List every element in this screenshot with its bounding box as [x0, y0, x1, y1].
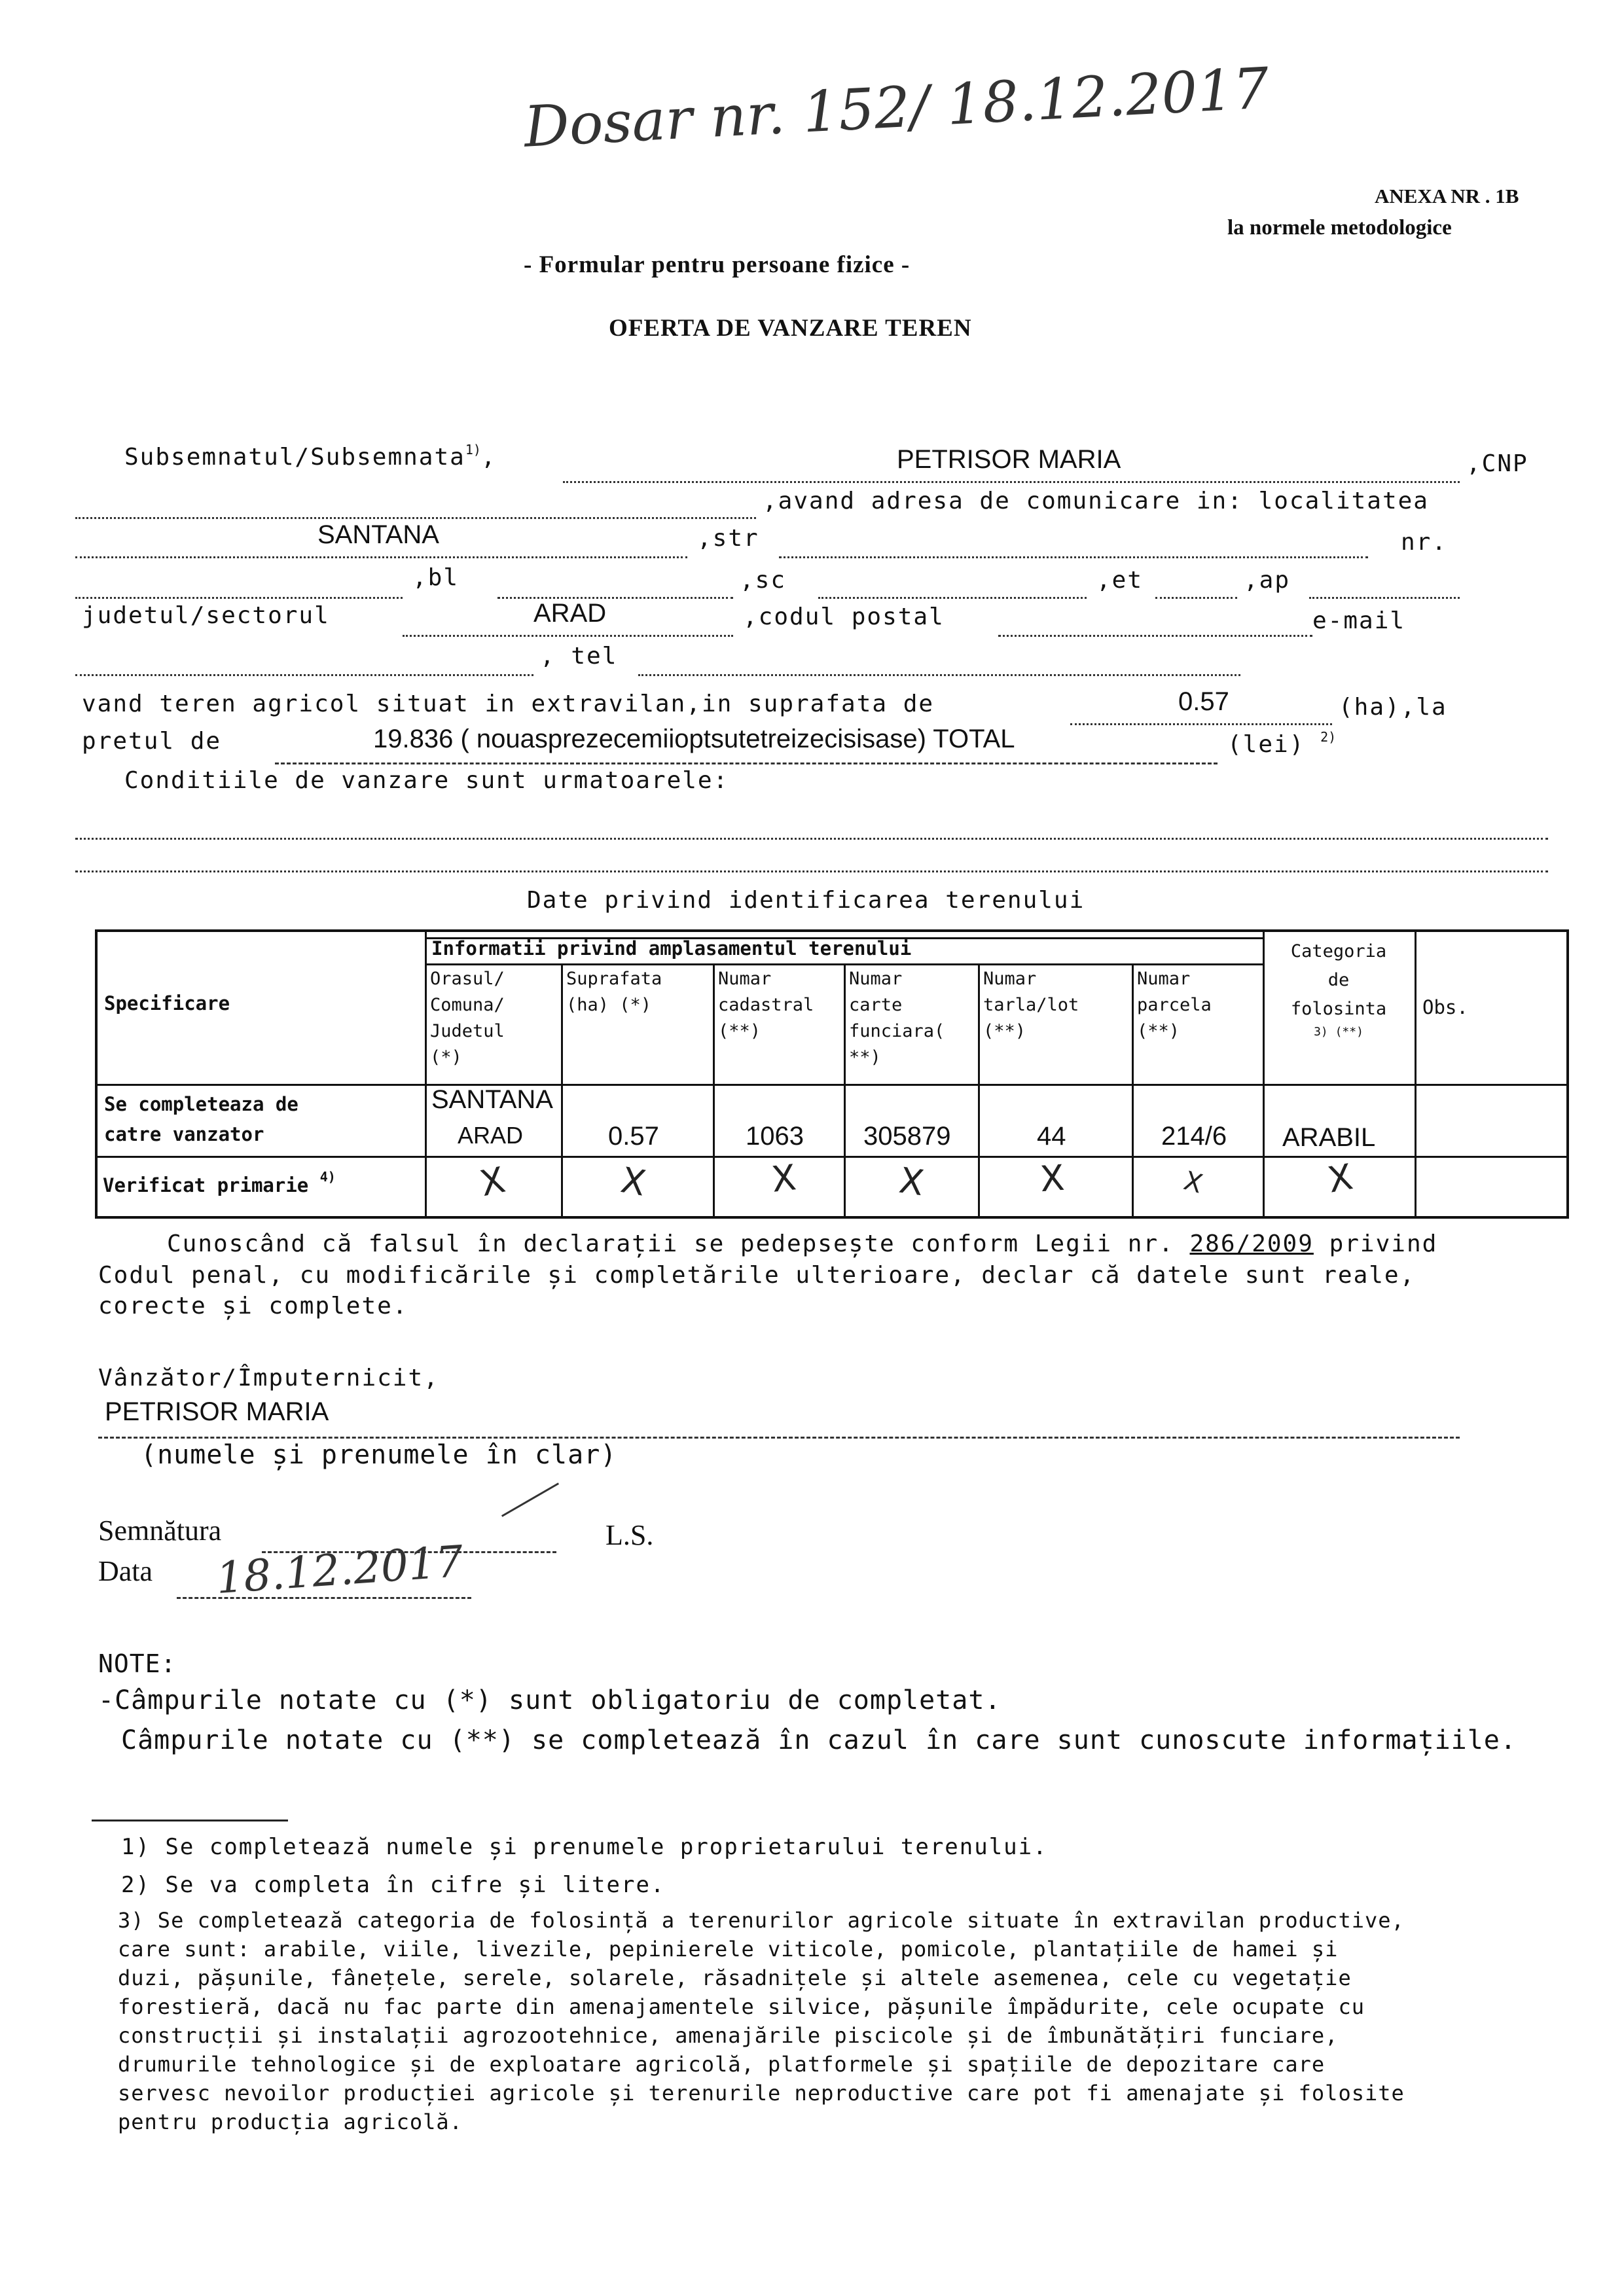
footnote-3-line-1: 3) Se completează categoria de folosință a terenurilor agricole situate în extravilan productive,	[118, 1908, 1405, 1933]
note-line-1: -Câmpurile notate cu (*) sunt obligatoriu de completat.	[98, 1685, 1001, 1715]
seller-printed-name[interactable]: PETRISOR MARIA	[105, 1397, 329, 1426]
ls-label: L.S.	[605, 1519, 654, 1551]
notes-title: NOTE:	[98, 1649, 177, 1678]
subsemnatul-label: Subsemnatul/Subsemnata$^{1)}$,	[124, 442, 497, 471]
area-value[interactable]: 0.57	[1178, 687, 1229, 716]
county-label: judetul/sectorul	[82, 602, 330, 629]
cell-parcel[interactable]: 214/6	[1161, 1122, 1227, 1151]
declaration-line-3: corecte și complete.	[98, 1293, 408, 1319]
footnote-3-line-7: servesc nevoilor producției agricole și terenurile neproductive care pot fi amenajate și folosite	[118, 2081, 1405, 2106]
footnote-3-line-3: duzi, pășunile, fânețele, serele, solarele, răsadnițele și altele asemenea, cele cu vegetație	[118, 1965, 1352, 1990]
header-specificare: Specificare	[104, 992, 230, 1014]
page-title: OFERTA DE VANZARE TEREN	[609, 315, 972, 342]
date-label: Data	[98, 1555, 153, 1587]
verified-mark-city: X	[476, 1158, 509, 1205]
land-identification-table	[95, 929, 1569, 1219]
declaration-line-1: Cunoscând că falsul în declarații se pedepsește conform Legii nr. 286/2009 privind	[167, 1230, 1438, 1257]
form-type: - Formular pentru persoane fizice -	[524, 251, 911, 278]
header-obs: Obs.	[1422, 996, 1468, 1018]
verified-mark-area: X	[617, 1159, 649, 1204]
footnote-divider	[92, 1820, 288, 1821]
cell-area[interactable]: 0.57	[608, 1122, 659, 1151]
footnote-2: 2) Se va completa în cifre și litere.	[121, 1872, 666, 1898]
verified-mark-parcel: X	[1180, 1166, 1206, 1200]
row-seller-label: Se completeaza de catre vanzator	[104, 1093, 298, 1145]
footnote-3-line-4: forestieră, dacă nu fac parte din amenajamentele silvice, pășunile împădurite, cele ocupate cu	[118, 1994, 1365, 2019]
footnote-3-line-8: pentru producția agricolă.	[118, 2109, 463, 2134]
locality-value[interactable]: SANTANA	[317, 520, 439, 549]
sell-statement: vand teren agricol situat in extravilan,in suprafata de	[82, 691, 935, 717]
footnote-1: 1) Se completează numele și prenumele proprietarului terenului.	[121, 1834, 1048, 1860]
lei-label: (lei) $^{2)}$	[1227, 729, 1337, 758]
header-area: Suprafata (ha) (*)	[566, 969, 662, 1015]
hectare-label: (ha),la	[1339, 694, 1447, 721]
cell-cadastral[interactable]: 1063	[746, 1122, 804, 1151]
seller-name-value[interactable]: PETRISOR MARIA	[897, 445, 1121, 474]
header-city-commune-county: Orasul/ Comuna/ Judetul (*)	[430, 969, 505, 1067]
cell-land-book[interactable]: 305879	[863, 1122, 951, 1151]
postal-code-label: ,codul postal	[743, 603, 945, 630]
phone-label: , tel	[540, 643, 618, 670]
county-value[interactable]: ARAD	[533, 599, 607, 628]
name-caption: (numele și prenumele în clar)	[141, 1440, 617, 1470]
price-value[interactable]: 19.836 ( nouasprezecemiioptsutetreizecisisase) TOTAL	[373, 725, 1015, 753]
row-verified-label: Verificat primarie $^{4)}$	[103, 1169, 336, 1196]
cell-tarla[interactable]: 44	[1037, 1122, 1066, 1151]
header-tarla-lot-number: Numar tarla/lot (**)	[983, 969, 1079, 1041]
annex-number: ANEXA NR . 1B	[1375, 185, 1519, 207]
header-cadastral-number: Numar cadastral (**)	[718, 969, 814, 1041]
footnote-3-line-2: care sunt: arabile, viile, livezile, pepinierele viticole, pomicole, plantațiile de hamei și	[118, 1937, 1339, 1962]
block-label: ,bl	[412, 564, 460, 591]
verified-mark-tarla: X	[1038, 1157, 1066, 1200]
verified-mark-category: X	[1324, 1156, 1356, 1201]
declaration-line-2: Codul penal, cu modificările și completările ulterioare, declar că datele sunt reale,	[98, 1262, 1416, 1289]
note-line-2: Câmpurile notate cu (**) se completează în cazul în care sunt cunoscute informațiile.	[121, 1725, 1517, 1755]
table-caption: Date privind identificarea terenului	[527, 887, 1085, 914]
header-parcel-number: Numar parcela (**)	[1137, 969, 1212, 1041]
conditions-label: Conditiile de vanzare sunt urmatoarele:	[124, 767, 729, 794]
cell-category[interactable]: ARABIL	[1282, 1123, 1376, 1152]
header-use-category: Categoria de folosinta 3) (**)	[1290, 941, 1387, 1039]
handwritten-file-number: Dosar nr. 152/ 18.12.2017	[522, 56, 1271, 160]
annex-subtitle: la normele metodologice	[1227, 216, 1452, 240]
price-label: pretul de	[82, 728, 222, 755]
apartment-label: ,ap	[1244, 567, 1291, 594]
footnote-3-line-5: construcții și instalații agrozootehnice, amenajările piscicole și de îmbunătățiri funciare,	[118, 2023, 1339, 2048]
floor-label: ,et	[1096, 567, 1144, 594]
signature-scribble	[501, 1482, 559, 1517]
date-value[interactable]: 18.12.2017	[214, 1535, 465, 1604]
header-land-book-number: Numar carte funciara( **)	[849, 969, 945, 1067]
cell-county[interactable]: ARAD	[458, 1122, 524, 1149]
street-label: ,str	[697, 525, 759, 552]
address-label: ,avand adresa de comunicare in: localitatea	[763, 488, 1429, 514]
seller-representative-label: Vânzător/Împuternicit,	[98, 1365, 439, 1391]
cell-city[interactable]: SANTANA	[431, 1085, 553, 1114]
signature-label: Semnătura	[98, 1515, 222, 1547]
email-label: e-mail	[1312, 607, 1406, 634]
verified-mark-cadastral: X	[769, 1157, 799, 1200]
cnp-label: ,CNP	[1466, 450, 1528, 477]
number-label: nr.	[1401, 529, 1448, 556]
footnote-3-line-6: drumurile tehnologice și de exploatare agricolă, platformele și spațiile de depozitare care	[118, 2052, 1326, 2077]
staircase-label: ,sc	[740, 567, 787, 594]
group-header-location-info: Informatii privind amplasamentul terenului	[431, 937, 912, 960]
verified-mark-land-book: X	[896, 1159, 927, 1204]
